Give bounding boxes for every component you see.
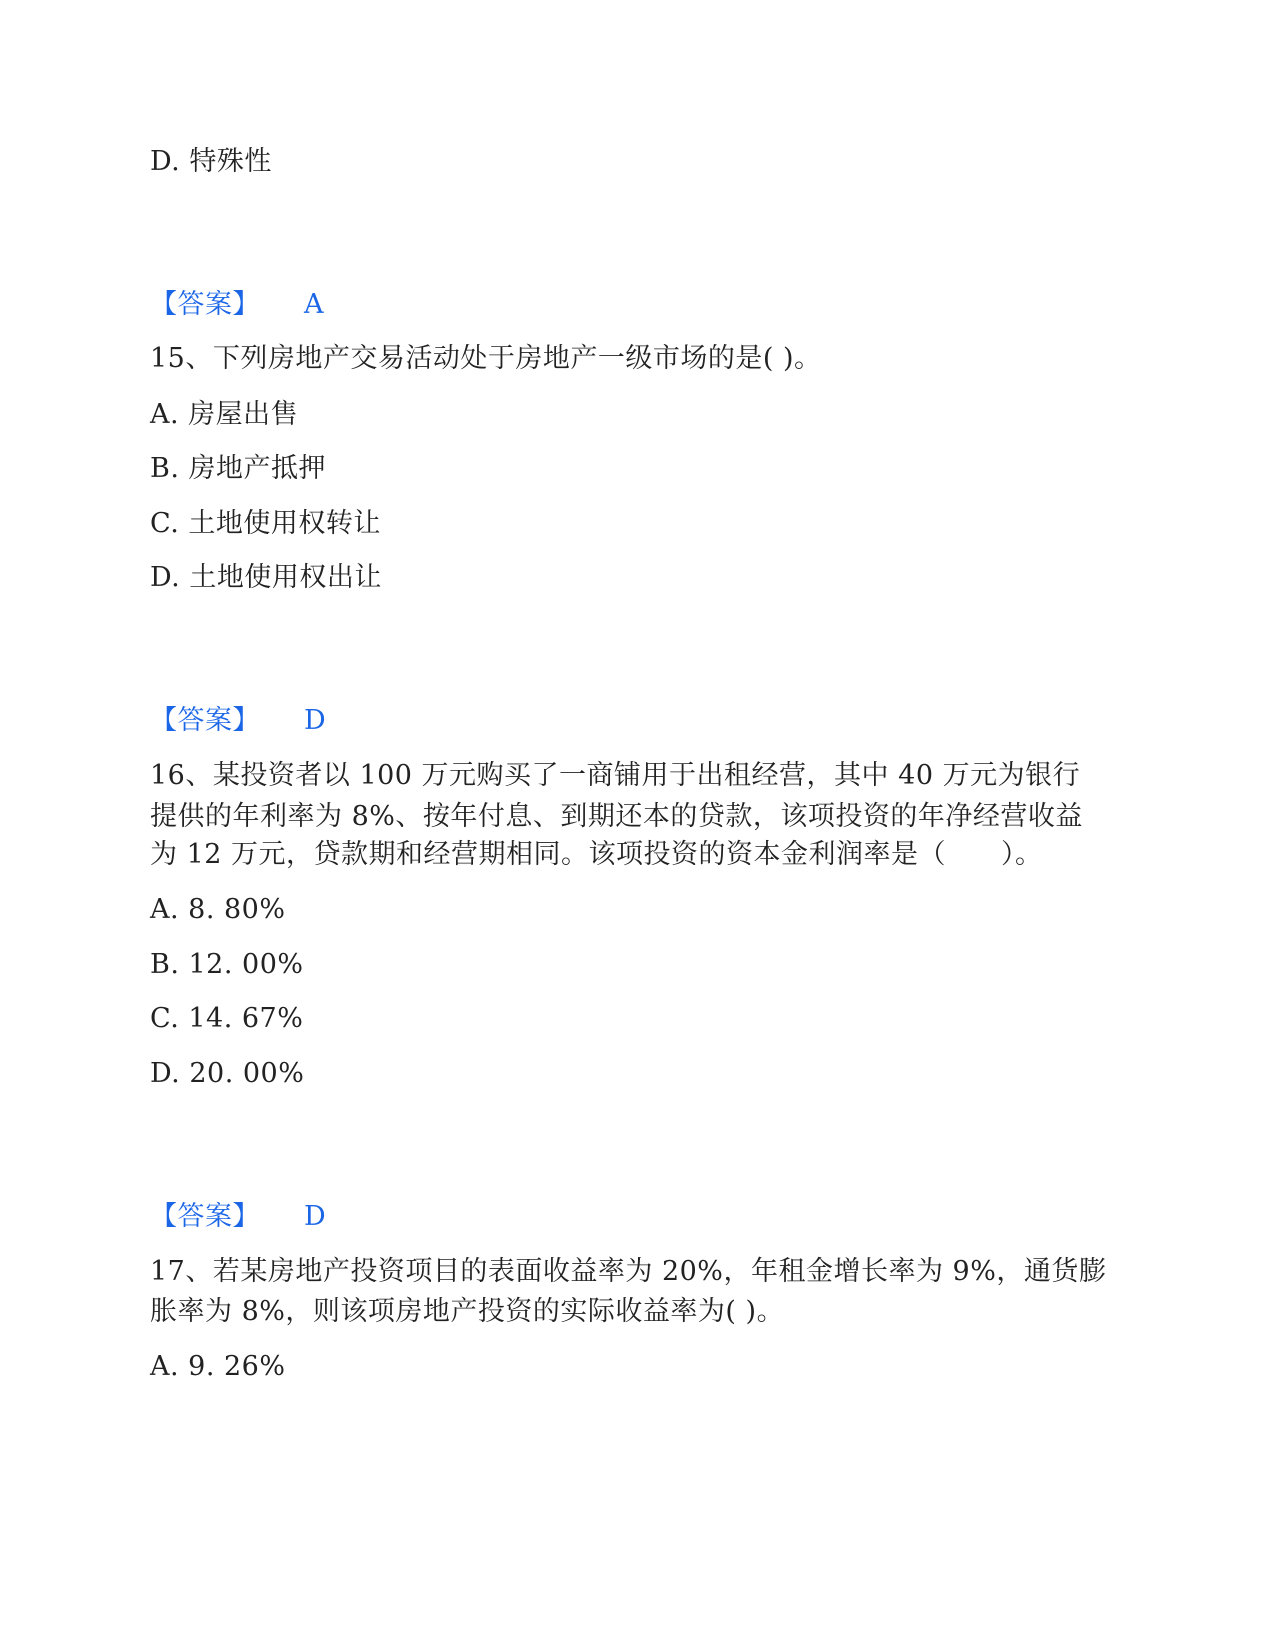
answer-value: D [304,1201,327,1232]
answer-value: D [304,705,327,736]
q16-answer [150,1200,326,1234]
q15-option-b: B. 房地产抵押 [150,453,327,484]
q17-text-line-1: 17、若某房地产投资项目的表面收益率为 20%，年租金增长率为 9%，通货膨 [150,1256,1107,1287]
q16-option-d: D. 20. 00% [150,1058,305,1089]
prev-answer [150,288,324,322]
q16-option-b: B. 12. 00% [150,949,304,980]
answer-value: A [304,289,324,320]
answer-label: 【答案】 [150,289,260,320]
answer-label: 【答案】 [150,1201,260,1232]
q16-option-c: C. 14. 67% [150,1003,304,1034]
q16-text-line-3: 为 12 万元，贷款期和经营期相同。该项投资的资本金利润率是（ ）。 [150,839,1043,870]
q16-option-a: A. 8. 80% [150,894,286,925]
prev-option-d: D. 特殊性 [150,146,272,177]
q15-text: 15、下列房地产交易活动处于房地产一级市场的是( )。 [150,343,822,374]
q15-answer [150,704,326,738]
q16-text-line-2: 提供的年利率为 8%、按年付息、到期还本的贷款，该项投资的年净经营收益 [150,801,1083,832]
q17-text-line-2: 胀率为 8%，则该项房地产投资的实际收益率为( )。 [150,1296,785,1327]
q16-text-line-1: 16、某投资者以 100 万元购买了一商铺用于出租经营，其中 40 万元为银行 [150,760,1081,791]
q15-option-d: D. 土地使用权出让 [150,562,382,593]
answer-label: 【答案】 [150,705,260,736]
q15-option-a: A. 房屋出售 [150,399,299,430]
q17-option-a: A. 9. 26% [150,1351,286,1382]
q15-option-c: C. 土地使用权转让 [150,508,381,539]
